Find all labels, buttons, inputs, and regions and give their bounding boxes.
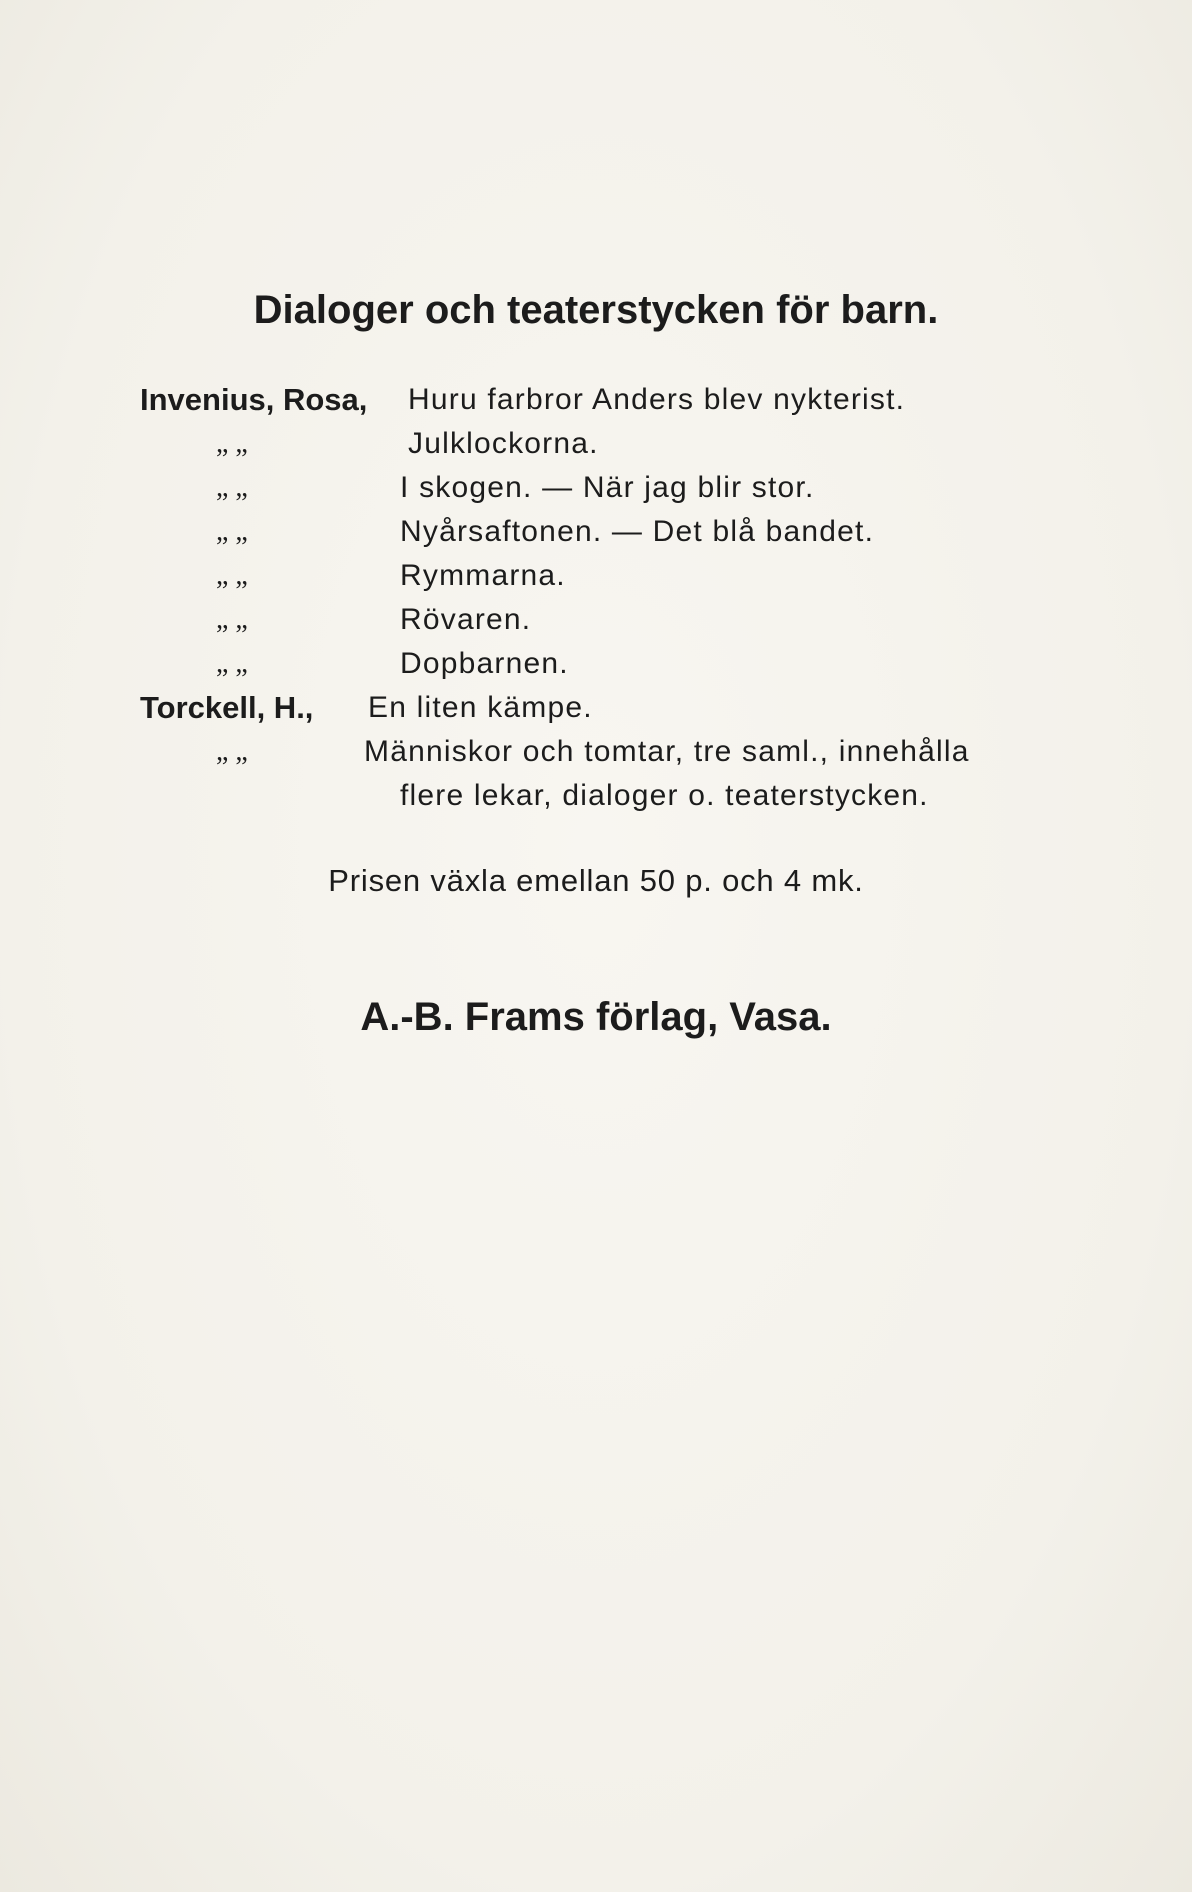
work-title: Huru farbror Anders blev nykterist.	[408, 383, 906, 416]
work-title: Rymmarna.	[400, 559, 566, 592]
work-title: I skogen. — När jag blir stor.	[400, 471, 815, 504]
page-heading: Dialoger och teaterstycken för barn.	[253, 288, 939, 332]
work-title: Dopbarnen.	[400, 647, 569, 680]
author-name: Invenius, Rosa,	[140, 382, 368, 417]
ditto-marks: „ „	[216, 736, 248, 767]
publisher-imprint: A.-B. Frams förlag, Vasa.	[360, 995, 832, 1039]
work-title: Rövaren.	[400, 603, 532, 636]
price-note: Prisen växla emellan 50 p. och 4 mk.	[328, 863, 864, 898]
ditto-marks: „ „	[216, 560, 248, 591]
ditto-marks: „ „	[216, 516, 248, 547]
work-title: En liten kämpe.	[368, 691, 593, 724]
work-title: Nyårsaftonen. — Det blå bandet.	[400, 515, 875, 548]
work-title: Julklockorna.	[408, 427, 599, 460]
work-title: flere lekar, dialoger o. teaterstycken.	[400, 779, 929, 812]
ditto-marks: „ „	[216, 648, 248, 679]
work-title: Människor och tomtar, tre saml., innehålla	[364, 735, 970, 768]
author-name: Torckell, H.,	[140, 690, 314, 725]
ditto-marks: „ „	[216, 604, 248, 635]
ditto-marks: „ „	[216, 472, 248, 503]
ditto-marks: „ „	[216, 428, 248, 459]
